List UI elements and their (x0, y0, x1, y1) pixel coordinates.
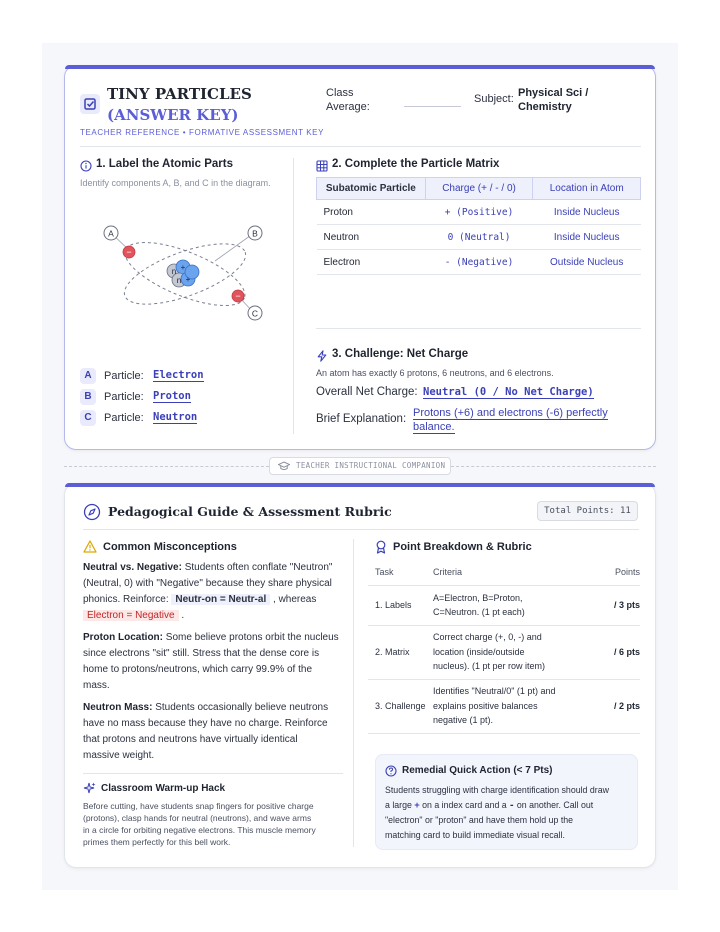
net-charge-label: Overall Net Charge: (316, 386, 418, 398)
answer-c-value[interactable]: Neutron (153, 411, 198, 423)
compass-icon (83, 503, 101, 521)
matrix-charge[interactable]: - (Negative) (425, 250, 533, 275)
answer-a-prefix: Particle: (104, 370, 144, 382)
label-b-marker (248, 226, 262, 240)
answer-b-badge: B (80, 389, 96, 405)
total-points-badge: Total Points: 11 (537, 501, 638, 521)
nucleus (167, 260, 199, 287)
lightning-icon (316, 349, 328, 367)
worksheet-card (64, 65, 656, 450)
rubric-header-row (368, 559, 640, 585)
matrix-location[interactable]: Outside Nucleus (533, 250, 641, 275)
table-icon (316, 159, 328, 177)
table-row (317, 250, 641, 275)
matrix-charge[interactable]: 0 (Neutral) (425, 225, 533, 250)
graduation-cap-icon (278, 461, 290, 472)
svg-text:A: A (108, 228, 114, 239)
label-a-marker (104, 226, 118, 240)
sparkle-icon (83, 782, 96, 795)
matrix-header-location: Location in Atom (533, 178, 641, 200)
misconception-neutron-mass: Neutron Mass: Students occasionally believe neutrons have no mass because they have no charge. Reinforce that protons and neutrons have virtually identical massive weight. (83, 702, 329, 761)
misconception-neutral: Neutral vs. Negative: Students often conflate "Neutron" (Neutral, 0) with "Negative" because they share physical phonics. Reinforce: Neutr-on = Neutr-al , whereas Electron = Negative . (83, 562, 333, 621)
matrix-particle: Neutron (317, 225, 426, 250)
class-average-label: Class Average: (326, 87, 370, 113)
matrix-header-charge: Charge (+ / - / 0) (425, 178, 533, 200)
info-icon (80, 159, 92, 177)
table-row (317, 225, 641, 250)
matrix-location[interactable]: Inside Nucleus (533, 200, 641, 225)
table-row (317, 200, 641, 225)
rubric-header-points: Points (593, 559, 640, 585)
warmup-heading: Classroom Warm-up Hack (101, 783, 226, 794)
checkbox-icon (80, 94, 100, 114)
section3-heading: 3. Challenge: Net Charge (332, 348, 469, 360)
class-average-blank[interactable] (404, 106, 461, 107)
svg-text:B: B (252, 228, 258, 239)
guide-title: Pedagogical Guide & Assessment Rubric (108, 504, 392, 519)
divider-pill (269, 457, 451, 475)
table-row (368, 585, 640, 625)
table-row (368, 625, 640, 679)
svg-text:+: + (180, 263, 186, 272)
rubric-header-task: Task (368, 559, 433, 585)
matrix-particle: Electron (317, 250, 426, 275)
section3-prompt: An atom has exactly 6 protons, 6 neutrons, and 6 electrons. (316, 368, 554, 378)
worksheet-subtitle: TEACHER REFERENCE • FORMATIVE ASSESSMENT KEY (80, 128, 325, 137)
atom-diagram (95, 216, 275, 326)
answer-c-prefix: Particle: (104, 412, 144, 424)
rubric-table (368, 559, 640, 734)
rubric-points: / 3 pts (593, 585, 640, 625)
explanation-label: Brief Explanation: (316, 413, 407, 425)
electron-2 (232, 290, 244, 302)
answer-c-badge: C (80, 410, 96, 426)
rubric-header-criteria: Criteria (433, 559, 593, 585)
cut-line-left (64, 466, 269, 467)
neutron-mnemonic: Neutr-on = Neutr-al (171, 594, 270, 605)
column-divider (293, 158, 294, 434)
rubric-task: 3. Challenge (368, 679, 433, 733)
table-row (368, 679, 640, 733)
help-icon (385, 765, 397, 777)
svg-text:n: n (176, 276, 182, 285)
svg-text:+: + (185, 275, 191, 284)
section1-instruction: Identify components A, B, and C in the diagram. (80, 178, 271, 188)
rubric-points: / 6 pts (593, 625, 640, 679)
matrix-header-particle: Subatomic Particle (317, 178, 426, 200)
explanation-answer[interactable]: Protons (+6) and electrons (-6) perfectly balance. (413, 407, 608, 433)
electron-1 (123, 246, 135, 258)
misconceptions-heading: Common Misconceptions (103, 541, 237, 553)
rubric-criteria: Identifies "Neutral/0" (1 pt) and explains positive balances negative (1 pt). (433, 679, 593, 733)
guide-column-divider (353, 539, 354, 847)
net-charge-answer[interactable]: Neutral (0 / No Net Charge) (423, 386, 594, 398)
subject-value: Physical Sci / Chemistry (518, 87, 589, 113)
matrix-particle: Proton (317, 200, 426, 225)
electron-mnemonic: Electron = Negative (83, 610, 179, 621)
guide-header-divider (83, 529, 639, 530)
remedial-heading: Remedial Quick Action (< 7 Pts) (402, 765, 553, 776)
matrix-location[interactable]: Inside Nucleus (533, 225, 641, 250)
guide-card (64, 483, 656, 868)
subject-label: Subject: (474, 93, 514, 105)
rubric-criteria: A=Electron, B=Proton, C=Neutron. (1 pt each) (433, 585, 593, 625)
misconception-proton: Proton Location: Some believe protons orbit the nucleus since electrons "sit" still. Stress that the dense core is home to protons/neutrons, which carry 99.9% of the mass. (83, 632, 339, 691)
label-c-marker (248, 306, 262, 320)
svg-text:C: C (251, 308, 259, 319)
section1-heading: 1. Label the Atomic Parts (96, 158, 233, 170)
warmup-divider (83, 773, 343, 774)
particle-matrix (316, 177, 641, 275)
section2-heading: 2. Complete the Particle Matrix (332, 158, 500, 170)
divider-label: TEACHER INSTRUCTIONAL COMPANION (296, 461, 446, 470)
remedial-box (375, 754, 638, 850)
worksheet-title: TINY PARTICLES (ANSWER KEY) (107, 85, 252, 124)
answer-a-value[interactable]: Electron (153, 369, 204, 381)
answer-a-badge: A (80, 368, 96, 384)
answer-b-value[interactable]: Proton (153, 390, 191, 402)
answer-b-prefix: Particle: (104, 391, 144, 403)
award-icon (375, 540, 387, 554)
rubric-criteria: Correct charge (+, 0, -) and location (inside/outside nucleus). (1 pt per row item) (433, 625, 593, 679)
matrix-charge[interactable]: + (Positive) (425, 200, 533, 225)
rubric-points: / 2 pts (593, 679, 640, 733)
svg-text:−: − (126, 247, 132, 257)
svg-text:n: n (171, 267, 177, 276)
rubric-task: 1. Labels (368, 585, 433, 625)
warning-icon (83, 540, 97, 553)
section3-divider (316, 328, 641, 329)
matrix-header-row (317, 178, 641, 200)
remedial-text: Students struggling with charge identification should draw a large + on a index card and a - on another. Call out "electron" or "proton" and have them hold up the matching card to build immediate visual recall. (385, 785, 609, 840)
rubric-task: 2. Matrix (368, 625, 433, 679)
cut-line-right (451, 466, 656, 467)
warmup-text: Before cutting, have students snap fingers for positive charge (protons), clasp hands for neutral (neutrons), and wave arms in a circle for orbiting negative electrons. This muscle memory primes them perfectly for this bell work. (83, 801, 316, 847)
header-divider (80, 146, 641, 147)
rubric-heading: Point Breakdown & Rubric (393, 541, 532, 553)
svg-text:−: − (235, 291, 241, 301)
